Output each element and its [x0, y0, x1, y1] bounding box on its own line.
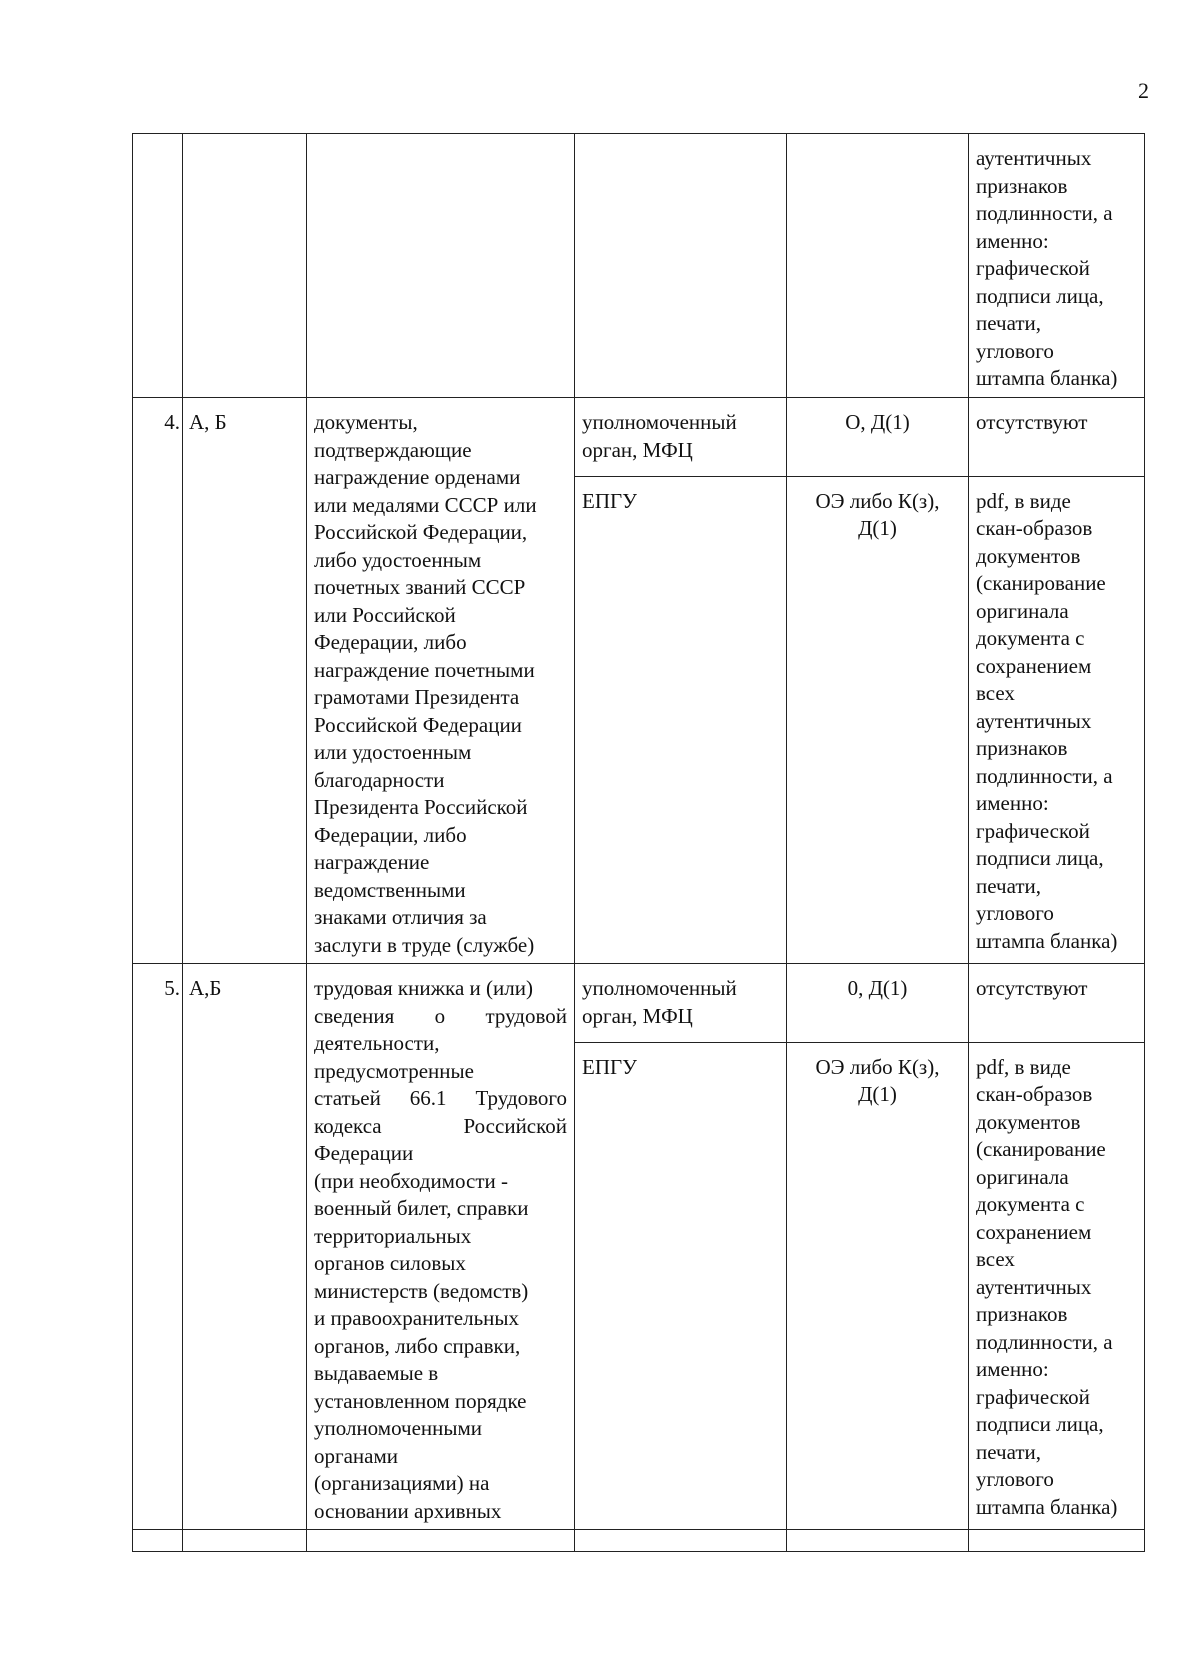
text-line: грамотами Президента [314, 685, 520, 709]
text-line: Российской Федерации, [314, 520, 528, 544]
row-category: А, Б [183, 398, 307, 964]
text-line: сохранением [976, 653, 1092, 678]
row-number: 5. [133, 964, 183, 1530]
cell-code [787, 134, 969, 398]
text-line: Федерации, либо [314, 630, 467, 654]
text-line: выдаваемые в [314, 1361, 439, 1385]
cell-source [575, 134, 787, 398]
text-line: ведомственными [314, 877, 466, 902]
submission-format [969, 1042, 1145, 1529]
text-line: награждение почетными [314, 657, 535, 682]
text-line: подписи лица, [976, 846, 1104, 871]
text-line: уполномоченными [314, 1416, 483, 1440]
cell-format [969, 134, 1145, 398]
text-line: признаков [976, 736, 1068, 761]
text-line: подлинности, а [976, 1329, 1113, 1354]
table-row-end [133, 1530, 1145, 1552]
text-line: подписи лица, [976, 283, 1104, 308]
text-line: аутентичных [976, 708, 1092, 733]
text-line: Федерации [314, 1141, 414, 1165]
text-line: скан-образов [976, 516, 1093, 541]
table-row-continued [133, 134, 1145, 398]
text-line: органов силовых [314, 1251, 466, 1275]
page-number: 2 [1138, 78, 1149, 103]
text-line: pdf, в виде [976, 1054, 1071, 1079]
text-line: (сканирование [976, 1137, 1106, 1162]
submission-code: О, Д(1) [787, 398, 969, 477]
text-line: документы, [314, 410, 418, 434]
text-line: кодекса Российской [314, 1113, 567, 1138]
text-line: трудовая книжка и (или) [314, 976, 533, 1000]
text-line: pdf, в виде [976, 488, 1071, 513]
text-line: почетных званий СССР [314, 575, 526, 599]
text-line: печати, [976, 311, 1042, 335]
text-line: Российской Федерации [314, 712, 522, 737]
document-table [132, 133, 1145, 1552]
text-line: или Российской [314, 602, 456, 627]
text-line: территориальных [314, 1223, 472, 1248]
text-line: оригинала [976, 598, 1069, 623]
text-line: графической [976, 1384, 1090, 1409]
text-line: Д(1) [858, 516, 897, 541]
table-row-4 [133, 398, 1145, 477]
submission-format [969, 476, 1145, 963]
text-line: уполномоченный [582, 976, 737, 1000]
submission-code: 0, Д(1) [787, 964, 969, 1043]
text-line: документов [976, 543, 1081, 568]
text-line: деятельности, [314, 1031, 440, 1055]
text-line: и правоохранительных [314, 1306, 519, 1330]
text-line: графической [976, 818, 1090, 843]
text-line: органами [314, 1443, 399, 1468]
text-line: документов [976, 1109, 1081, 1134]
text-line: сведения о трудовой [314, 1003, 567, 1028]
text-line: углового [976, 901, 1054, 926]
row-number: 4. [133, 398, 183, 964]
text-line: именно: [976, 228, 1049, 253]
text-line: или медалями СССР или [314, 492, 537, 517]
text-line: подписи лица, [976, 1412, 1104, 1437]
text-line: штампа бланка) [976, 1494, 1118, 1519]
text-line: печати, [976, 1439, 1042, 1464]
submission-source: ЕПГУ [575, 1042, 787, 1529]
text-line: благодарности [314, 767, 445, 792]
text-line: признаков [976, 173, 1068, 198]
text-line: сохранением [976, 1219, 1092, 1244]
text-line: или удостоенным [314, 740, 472, 764]
text-line: ОЭ либо К(з), [815, 488, 940, 513]
row-category: А,Б [183, 964, 307, 1530]
text-line: аутентичных [976, 1274, 1092, 1299]
text-line: штампа бланка) [976, 928, 1118, 953]
submission-format: отсутствуют [969, 398, 1145, 477]
submission-format: отсутствуют [969, 964, 1145, 1043]
text-line: признаков [976, 1302, 1068, 1327]
text-line: либо удостоенным [314, 547, 482, 572]
text-line: основании архивных [314, 1498, 502, 1523]
text-line: документа с [976, 1192, 1085, 1217]
text-line: скан-образов [976, 1082, 1093, 1107]
text-line: всех [976, 681, 1015, 706]
text-line: именно: [976, 791, 1049, 816]
text-line: печати, [976, 873, 1042, 898]
text-line: орган, МФЦ [582, 437, 693, 462]
text-line: подлинности, а [976, 201, 1113, 225]
text-line: (организациями) на [314, 1471, 490, 1495]
table-row-5 [133, 964, 1145, 1043]
text-line: заслуги в труде (службе) [314, 932, 535, 957]
cell-number [133, 134, 183, 398]
text-line: подтверждающие [314, 437, 472, 462]
cell-document [307, 134, 575, 398]
cell-category [183, 134, 307, 398]
text-line: углового [976, 338, 1054, 363]
text-line: именно: [976, 1357, 1049, 1382]
submission-source [575, 398, 787, 477]
text-line: военный билет, справки [314, 1196, 529, 1220]
text-line: (сканирование [976, 571, 1106, 596]
text-line: Д(1) [858, 1082, 897, 1107]
submission-code [787, 1042, 969, 1529]
text-line: оригинала [976, 1164, 1069, 1189]
text-line: награждение [314, 850, 430, 874]
row-document-description [307, 964, 575, 1530]
text-line: подлинности, а [976, 763, 1113, 788]
text-line: предусмотренные [314, 1058, 474, 1083]
text-line: Президента Российской [314, 795, 528, 819]
submission-source: ЕПГУ [575, 476, 787, 963]
text-line: графической [976, 256, 1090, 280]
text-line: знаками отличия за [314, 905, 487, 929]
text-line: уполномоченный [582, 410, 737, 434]
text-line: (при необходимости - [314, 1168, 508, 1193]
text-line: органов, либо справки, [314, 1333, 521, 1358]
text-line: аутентичных [976, 146, 1092, 170]
text-line: документа с [976, 626, 1085, 651]
row-document-description [307, 398, 575, 964]
text-line: установленном порядке [314, 1388, 527, 1413]
text-line: награждение орденами [314, 465, 521, 489]
text-line: министерств (ведомств) [314, 1278, 529, 1303]
text-line: штампа бланка) [976, 366, 1118, 390]
text-line: Федерации, либо [314, 822, 467, 847]
submission-code [787, 476, 969, 963]
text-line: статьей 66.1 Трудового [314, 1086, 567, 1110]
text-line: ОЭ либо К(з), [815, 1054, 940, 1079]
text-line: всех [976, 1247, 1015, 1272]
text-line: орган, МФЦ [582, 1003, 693, 1028]
submission-source [575, 964, 787, 1043]
text-line: углового [976, 1467, 1054, 1492]
